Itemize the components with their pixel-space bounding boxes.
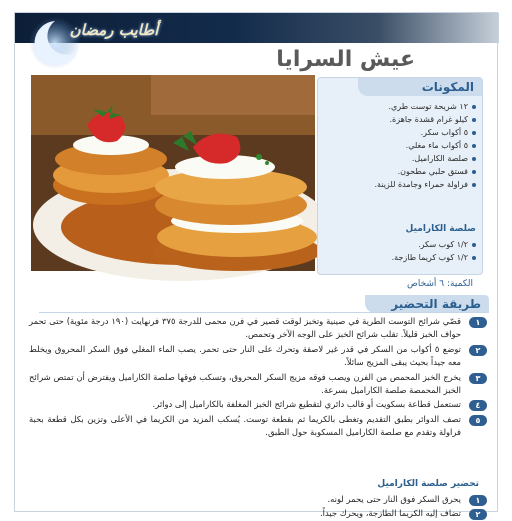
bullet-icon	[472, 118, 476, 122]
step-number-badge: ٣	[469, 373, 487, 384]
bullet-icon	[472, 157, 476, 161]
step-text: تضاف إليه الكريما الطازجة، ويحرك جيداً.	[320, 508, 461, 518]
caramel-sauce-heading: صلصة الكاراميل	[405, 224, 476, 234]
list-item: فستق حلبي مطحون.	[320, 165, 476, 178]
bullet-icon	[472, 256, 476, 260]
step-text: توضع ٥ أكواب من السكر في قدر غير لاصقة وتحرك على النار حتى تحمر. يصب الماء المغلي فوق السكر المحروق ويخلط معه جيداً بحيث يبقى المزيج سائلاً.	[29, 343, 461, 368]
caramel-method-heading: تحضير صلصة الكاراميل	[377, 479, 479, 489]
step-item	[29, 493, 487, 506]
list-item: ٥ أكواب ماء مغلي.	[320, 139, 476, 152]
step-number-badge: ٢	[469, 345, 487, 356]
step-item	[29, 398, 487, 411]
method-steps	[29, 315, 487, 441]
step-text: قصّي شرائح التوست الطرية في صينية وتخبز لوقت قصير في فرن محمى للدرجة ٣٧٥ فرنهايت (١٩٠ درجة مئوية) حتى تحمر حواف الخبز قليلاً. تقلب شرائح الخبز على الوجه الآخر وتحمص.	[29, 316, 461, 340]
page-title: عيش السرايا	[276, 47, 415, 72]
step-text: يحرق السكر فوق النار حتى يحمر لونه.	[327, 494, 461, 504]
list-item: فراولة حمراء وجامدة للزينة.	[320, 178, 476, 191]
list-item: ١/٢ كوب كريما طازجة.	[320, 251, 476, 264]
bullet-icon	[472, 183, 476, 187]
step-number-badge: ٥	[469, 415, 487, 426]
list-item: ١٢ شريحة توست طري.	[320, 100, 476, 113]
step-number-badge: ١	[469, 495, 487, 506]
bullet-icon	[472, 131, 476, 135]
step-text: يخرج الخبز المحمص من الفرن ويصب فوقه مزيج السكر المحروق، وتسكب فوقها صلصة الكاراميل ويفترض أن تمتص شرائح الخبز المحمصة صلصة الكاراميل بسرعة.	[29, 371, 461, 396]
list-item: صلصة الكاراميل.	[320, 152, 476, 165]
step-item	[29, 315, 487, 342]
brand-logo: أطايب رمضان	[69, 21, 159, 39]
ingredients-heading: المكونات	[358, 78, 482, 96]
step-item	[29, 343, 487, 370]
step-text: تستعمل قطاعة بسكويت أو قالب دائري لتقطيع شرائح الخبز المغلفة بالكاراميل إلى دوائر.	[152, 399, 461, 410]
bullet-icon	[472, 243, 476, 247]
step-text: تصف الدوائر بطبق التقديم وتغطى بالكريما ثم بقطعة توست. يُسكب المزيد من الكريما في الأعلى وتزين بكل قطعة بحبة فراولة وتقدم مع صلصة الكاراميل المسكوبة حول الطبق.	[29, 413, 461, 438]
bullet-icon	[472, 144, 476, 148]
bullet-icon	[472, 105, 476, 109]
ingredients-panel	[317, 77, 483, 275]
list-item: ٥ أكواب سكر.	[320, 126, 476, 139]
list-item: كيلو غرام قشدة جاهزة.	[320, 113, 476, 126]
caramel-method-steps	[29, 493, 487, 521]
step-item	[29, 507, 487, 520]
recipe-card	[14, 12, 498, 519]
divider	[39, 312, 487, 313]
step-number-badge: ٢	[469, 509, 487, 520]
method-heading: طريقة التحضير	[365, 295, 489, 313]
servings-label: الكمية: ٦ أشخاص	[406, 279, 473, 289]
step-number-badge: ١	[469, 317, 487, 328]
dessert-photo	[31, 75, 315, 271]
list-item: ١/٢ كوب سكر.	[320, 238, 476, 251]
caramel-ingredients-list	[320, 238, 476, 264]
bullet-icon	[472, 170, 476, 174]
ingredients-list	[320, 100, 476, 191]
step-item	[29, 371, 487, 398]
step-number-badge: ٤	[469, 400, 487, 411]
step-item	[29, 413, 487, 440]
